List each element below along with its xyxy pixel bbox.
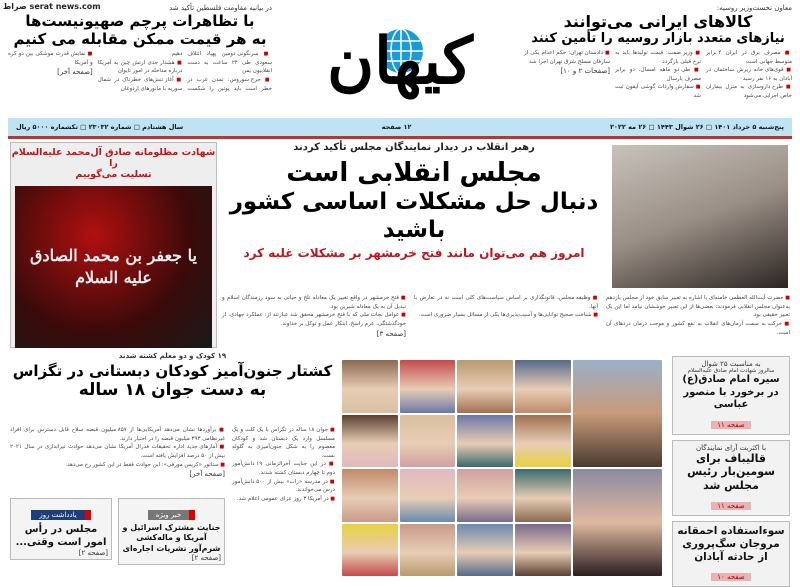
victim-photo xyxy=(515,360,571,413)
masthead-logo: کیهان xyxy=(327,24,473,99)
sidebar-item-ghalibaf[interactable]: با اکثریت آرای نمایندگان قالیباف برای سومین‌بار رئیس مجلس شد صفحه ۱۱ xyxy=(672,440,790,516)
top-left-story[interactable]: در بیانیه مقاومت فلسطین تأکید شد با تظاهرات پرچم صهیونیست‌ها به هر قیمت ممکن مقابله می کنیم ■ سرنگونی دومین پهپاد ائتلاف سعودی طی ۲۴ ساعت به دست انقلابیون یمن ■ جرج سوروس: تمدن غرب در خطر است باید پوتین را شکست دهیم ■ هشدار جدی ارتش چین به آمریکا درباره مداخله در امور تایوان ■ آغاز تنش‌های خطرناک در شمال سوریه با مانورهای اردوغان ■ نمایش قدرت موشکی بین دو کره و آمریکا [صفحه آخر] xyxy=(8,4,272,93)
issue-info: سال هشتادم □ شماره ۲۳۰۳۲ □ تکشماره ۵۰۰۰ ریال xyxy=(16,123,184,131)
victims-photo-grid xyxy=(342,360,662,576)
divider xyxy=(8,136,792,139)
victim-photo xyxy=(400,415,456,468)
date-band xyxy=(8,118,792,136)
texas-body-left: ■ برآوردها نشان می‌دهد آمریکایی‌ها از ۸۵۷ میلیون قبضه سلاح قابل دسترس برای افراد غیرنظامی ۳۹۳ میلیون قبضه را در اختیار دارند. ■ آمارهای جدید اداره تحقیقات فدرال آمریکا نشان می‌دهد حوادث تیراندازی در سال ۲۰۲۱ بیش از ۵۰ درصد افزایش یافته است. ■ سناتور «کریس مورفی»: این حوادث فقط در این کشور رخ می‌دهد. [صفحه آخر] xyxy=(10,426,225,480)
victim-photo xyxy=(515,524,571,577)
lead-story[interactable]: رهبر انقلاب در دیدار نمایندگان مجلس تأکید کردند مجلس انقلابی است دنبال حل مشکلات اساسی کشور باشید امروز هم می‌توان مانند فتح خرمشهر بر مشکلات غلبه کرد xyxy=(229,142,599,261)
victim-photo xyxy=(457,415,513,468)
victim-photo xyxy=(400,524,456,577)
teacher-photo xyxy=(573,469,662,576)
victim-photo xyxy=(515,469,571,522)
watermark: صراط serat news.com xyxy=(3,2,101,11)
condolence-image: یا جعفر بن محمد الصادق علیه السلام xyxy=(15,186,212,348)
texas-body-right: ■ جوان ۱۸ ساله در تگزاس با یک کلت و یک مسلسل وارد یک دبستان شد و کودکان معصوم را به شکل جنون‌آمیزی به گلوله بست. ■ در این جنایت آخرالزمانی ۱۹ دانش‌آموز دوم تا چهارم دبستان کشته شدند. ■ در مدرسه «راب» بیش از ۵۰۰ دانش‌آموز درس می‌خواندند. ■ در آمریکا ۳ روز عزای عمومی اعلام شد. xyxy=(232,426,335,504)
victim-photo xyxy=(457,469,513,522)
page-count: ۱۲ صفحه xyxy=(381,123,412,131)
victim-photo xyxy=(342,415,398,468)
victim-photo xyxy=(400,360,456,413)
sidebar xyxy=(672,356,790,587)
victim-photo xyxy=(342,360,398,413)
victim-photo xyxy=(342,469,398,522)
sidebar-item-imam-sadegh[interactable]: به مناسبت ۲۵ شوال سالروز شهادت امام صادق علیه‌السلام سیره امام صادق(ع) در برخورد با منصور عباسی صفحه ۱۱ xyxy=(672,356,790,435)
victim-photo xyxy=(457,524,513,577)
lead-body: ■ حضرت آیت‌الله العظمی خامنه‌ای با اشاره به تعبیر سابق خود از مجلس یازدهم به‌عنوان مجلس انقلابی فرمودند: بعضی‌ها از این تعبیر خوششان نیامد اما این یک تعبیر حقیقی بود. ■ حرکت به سمت آرمان‌های انقلاب به نفع کشور و موجب درمان دردهای آن است. ■ وظیفه مجلس، قانونگذاری بر اساس سیاست‌های کلی است نه در تعارض با آنها. ■ شناخت صحیح توانایی‌ها و آسیب‌پذیری‌ها یکی از مسائل بسیار ضروری است. ■ فتح خرمشهر در واقع تغییر یک معادله تلخ و حیاتی به سود رزمندگان اسلام و تبدیل آن به یک معادله شیرین بود. ■ عوامل نجات ملی که با فتح خرمشهر محقق شد عبارتند از: عملکرد جهادی، از خودگذشتگی، عزم راسخ، ابتکار عمل و توکل بر خداوند. [صفحه ۳] xyxy=(222,294,790,339)
condolence-box[interactable]: شهادت مظلومانه صادق آل‌محمد علیه‌السلام را تسلیت می‌گوییم یا جعفر بن محمد الصادق علیه السلام xyxy=(10,142,217,348)
victim-photo xyxy=(342,524,398,577)
date: پنج‌شنبه ۵ خرداد ۱۴۰۱ □ ۲۶ شوال ۱۴۴۳ □ ۲۶ مه ۲۰۲۲ xyxy=(609,123,784,131)
editorial-box[interactable]: یادداشت روز مجلس در رأس امور است وقتی... [صفحه ۲] xyxy=(10,498,112,560)
sidebar-item-abadan[interactable]: سوءاستفاده احمقانه مروجان سگ‌پروری از حادثه آبادان صفحه ۱۰ xyxy=(672,521,790,587)
special-news-box[interactable]: خبر ویژه جنایت مشترک اسرائیل و آمریکا و ماله‌کشی شرم‌آور نشریات اجاره‌ای [صفحه ۲] xyxy=(118,498,225,565)
lead-photo xyxy=(612,145,788,288)
teacher-photo xyxy=(573,360,662,467)
texas-story[interactable]: ۱۹ کودک و دو معلم کشته شدند کشتار جنون‌آمیز کودکان دبستانی در تگزاس به دست جوان ۱۸ ساله xyxy=(12,352,333,400)
victim-photo xyxy=(400,469,456,522)
victim-photo xyxy=(457,360,513,413)
top-right-story[interactable]: معاون نخست‌وزیر روسیه: کالاهای ایرانی می‌توانند نیازهای متعدد بازار روسیه را تأمین کنند ■ مصرف برق در ایران ۴ برابر متوسط جهانی است ■ قوی‌های خانه زیرش ساختمان در آبادان به ۱۶ نفر رسید ■ طرح داروسازی به منزل بیماران خاص اجرایی می‌شود ■ وزیر صمت: قیمت تولیدها باید به نرخ قبلی بازگردد ■ طی دو ماهه امسال، دو برابر مصرف پارسال ■ سفارش واردات گوشی آیفون ثبت شد ■ دادستان تهران: حکم اعدام یکی از سارقان مسلح شرق تهران اجرا شد [صفحات ۲ و ۱۰] xyxy=(524,4,792,101)
victim-photo xyxy=(515,415,571,468)
